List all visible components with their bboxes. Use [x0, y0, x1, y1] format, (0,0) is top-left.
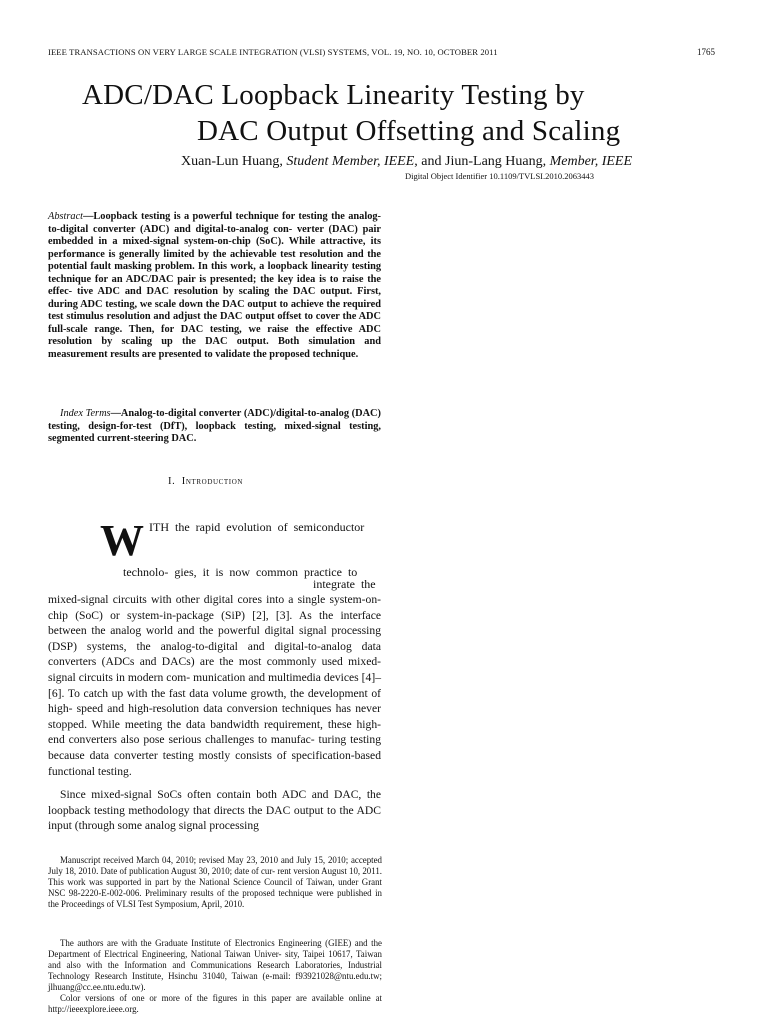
paper-title-line-2: DAC Output Offsetting and Scaling	[197, 115, 621, 147]
abstract-text: —Loopback testing is a powerful technique for testing the analog-to-digital converter (ADC) and digital-to-analog con- verter (DAC) pair embedded in a mixed-signal system-on-chip (SoC). While attractive, its performance is generally limited by the achievable test resolution and the potential fault masking problem. In this work, a loopback linearity testing technique for an ADC/DAC pair is presented; the key idea is to raise the effec- tive ADC and DAC resolution by scaling the DAC output. First, during ADC testing, we scale down the DAC output to achieve the required test stimulus resolution and adjust the DAC output offset to cover the ADC full-scale range. Then, for DAC testing, we raise the effective ADC resolution by scaling up the DAC output. Both simulation and measurement results are presented to validate the proposed technique.	[48, 211, 381, 360]
doi: Digital Object Identifier 10.1109/TVLSI.2010.2063443	[405, 171, 595, 181]
footnote-manuscript: Manuscript received March 04, 2010; revised May 23, 2010 and July 15, 2010; accepted July 18, 2010. Date of publication August 30, 2010; date of cur- rent version August 10, 2011. This work was supported in part by the National Science Council of Taiwan, under Grant NSC 98-2220-E-002-006. Preliminary results of the proposed technique were published in the Proceedings of VLSI Test Symposium, April, 2010.	[48, 855, 382, 909]
index-terms	[48, 408, 381, 446]
paper-title-line-1: ADC/DAC Loopback Linearity Testing by	[82, 79, 585, 111]
index-terms-text: —Analog-to-digital converter (ADC)/digital-to-analog (DAC) testing, design-for-test (DfT), loopback testing, mixed-signal testing, segmented current-steering DAC.	[48, 408, 381, 444]
author-name-2: Jiun-Lang Huang	[445, 154, 543, 169]
author-list: Xuan-Lun Huang, Student Member, IEEE, and Jiun-Lang Huang, Member, IEEE	[181, 154, 633, 169]
abstract	[48, 211, 381, 361]
intro-paragraph-2: Since mixed-signal SoCs often contain both ADC and DAC, the loopback testing methodology that directs the DAC output to the ADC input (through some analog signal processing	[48, 788, 381, 833]
intro-line-3: integrate the	[313, 577, 376, 591]
intro-paragraph-1: mixed-signal circuits with other digital cores into a single system-on-chip (SoC) or system-in-package (SiP) [2], [3]. As the interface between the analog world and the powerful digital signal processing (DSP) systems, the analog-to-digital and digital-to-analog data converters (ADCs and DACs) are the most commonly used mixed-signal circuits in modern com- munication and multimedia devices [4]–[6]. To catch up with the fast data volume growth, the development of high- speed and high-resolution data conversion techniques has never stopped. While meeting the data bandwidth requirement, these high-end converters also pose serious challenges to manufac- turing testing because data converter testing mostly consists of specification-based functional testing.	[48, 593, 381, 778]
journal-header: IEEE TRANSACTIONS ON VERY LARGE SCALE INTEGRATION (VLSI) SYSTEMS, VOL. 19, NO. 10, OCTOBER 2011	[48, 47, 498, 57]
intro-line-2: technolo- gies, it is now common practice to	[123, 565, 358, 579]
author-role-1: Student Member, IEEE	[286, 154, 415, 169]
section-heading	[168, 476, 243, 487]
page-number: 1765	[697, 47, 715, 57]
author-name-1: Xuan-Lun Huang	[181, 154, 280, 169]
footnote-affiliation: The authors are with the Graduate Institute of Electronics Engineering (GIEE) and the Department of Electrical Engineering, National Taiwan Univer- sity, Taipei 10617, Taiwan and also with the Information and Communications Research Laboratories, Industrial Technology Research Institute, Hsinchu 31040, Taiwan (e-mail: f93921028@ntu.edu.tw; jlhuang@cc.ee.ntu.edu.tw).	[48, 938, 382, 992]
abstract-label: Abstract	[48, 211, 84, 222]
section-number: I.	[168, 476, 176, 487]
index-terms-label: Index Terms	[60, 408, 111, 419]
author-role-2: Member, IEEE	[549, 154, 633, 169]
intro-line-1: ITH the rapid evolution of semiconductor	[149, 520, 365, 534]
section-title: Introduction	[181, 476, 244, 487]
author-connector: , and	[414, 154, 446, 169]
footnote-color: Color versions of one or more of the figures in this paper are available online at http://ieeexplore.ieee.org.	[48, 993, 382, 1014]
drop-cap: W	[100, 516, 144, 565]
